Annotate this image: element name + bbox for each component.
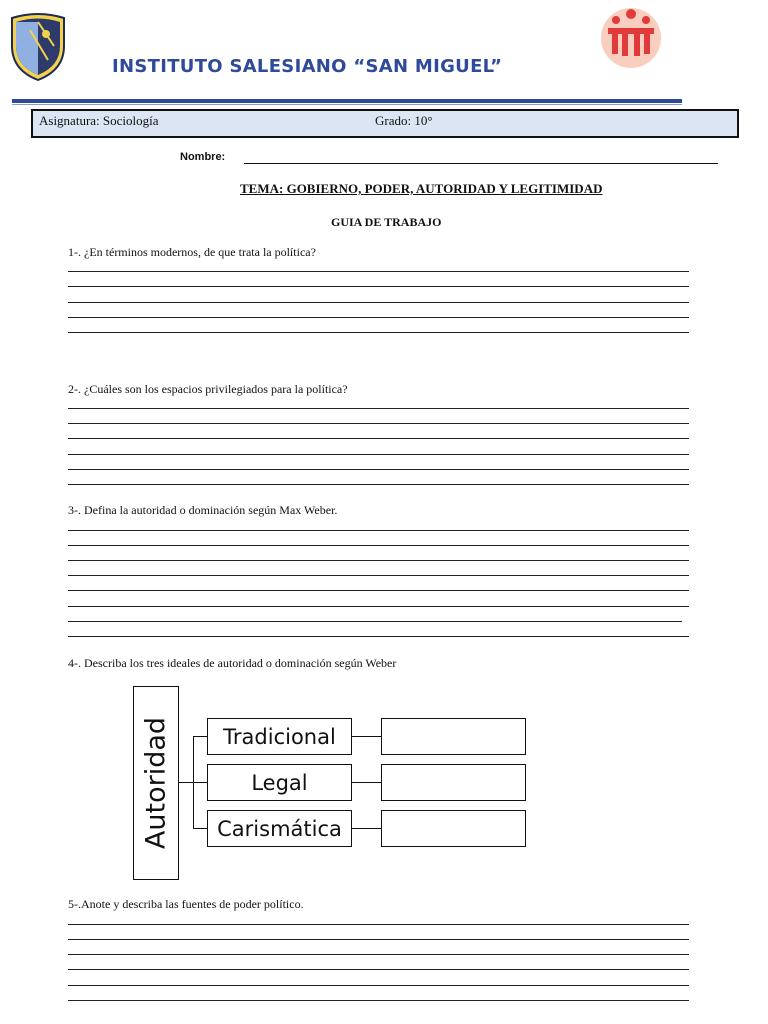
subject-label: Asignatura: Sociología bbox=[39, 113, 159, 128]
authority-box bbox=[133, 686, 179, 880]
answer-line[interactable] bbox=[68, 606, 689, 607]
question-1: 1-. ¿En términos modernos, de que trata la política? bbox=[68, 245, 316, 259]
crest-logo bbox=[8, 12, 68, 82]
answer-line[interactable] bbox=[68, 271, 689, 272]
info-box bbox=[31, 109, 739, 138]
answer-line[interactable] bbox=[68, 484, 689, 485]
answer-line[interactable] bbox=[68, 954, 689, 955]
answer-line[interactable] bbox=[68, 575, 689, 576]
connector bbox=[352, 782, 381, 783]
answer-line[interactable] bbox=[68, 317, 689, 318]
type-label: Carismática bbox=[217, 816, 342, 841]
connector bbox=[193, 782, 207, 783]
answer-line[interactable] bbox=[68, 423, 689, 424]
answer-line[interactable] bbox=[68, 636, 689, 637]
answer-box[interactable] bbox=[381, 810, 526, 847]
answer-line[interactable] bbox=[68, 469, 689, 470]
header-rule bbox=[12, 99, 682, 103]
name-field[interactable] bbox=[244, 163, 718, 164]
type-label: Tradicional bbox=[223, 724, 336, 749]
answer-line[interactable] bbox=[68, 454, 689, 455]
type-box-tradicional bbox=[207, 718, 352, 755]
connector bbox=[193, 736, 207, 737]
answer-line[interactable] bbox=[68, 302, 689, 303]
answer-line[interactable] bbox=[68, 1000, 689, 1001]
answer-line[interactable] bbox=[68, 939, 689, 940]
answer-line[interactable] bbox=[68, 530, 689, 531]
answer-line[interactable] bbox=[68, 332, 689, 333]
connector bbox=[352, 736, 381, 737]
connector bbox=[179, 782, 193, 783]
type-box-carismatica bbox=[207, 810, 352, 847]
answer-line[interactable] bbox=[68, 545, 689, 546]
answer-line[interactable] bbox=[68, 408, 689, 409]
grade-label: Grado: 10° bbox=[375, 113, 433, 128]
topic-heading: TEMA: GOBIERNO, PODER, AUTORIDAD Y LEGITIMIDAD bbox=[240, 181, 603, 196]
answer-line[interactable] bbox=[68, 969, 689, 970]
question-2: 2-. ¿Cuáles son los espacios privilegiados para la política? bbox=[68, 382, 348, 396]
answer-line[interactable] bbox=[68, 286, 689, 287]
authority-label: Autoridad bbox=[140, 716, 172, 850]
answer-line[interactable] bbox=[68, 924, 689, 925]
question-5: 5-.Anote y describa las fuentes de poder político. bbox=[68, 897, 304, 911]
institution-title: INSTITUTO SALESIANO “SAN MIGUEL” bbox=[112, 56, 503, 77]
header-rule-thin bbox=[12, 104, 682, 105]
type-box-legal bbox=[207, 764, 352, 801]
connector bbox=[352, 828, 381, 829]
answer-line[interactable] bbox=[68, 985, 689, 986]
answer-line[interactable] bbox=[68, 590, 689, 591]
type-label: Legal bbox=[251, 770, 308, 795]
connector bbox=[193, 828, 207, 829]
question-4: 4-. Describa los tres ideales de autoridad o dominación según Weber bbox=[68, 656, 397, 670]
answer-line[interactable] bbox=[68, 560, 689, 561]
name-label: Nombre: bbox=[180, 151, 226, 163]
answer-line[interactable] bbox=[68, 438, 689, 439]
answer-box[interactable] bbox=[381, 764, 526, 801]
answer-box[interactable] bbox=[381, 718, 526, 755]
answer-line[interactable] bbox=[68, 621, 682, 622]
question-3: 3-. Defina la autoridad o dominación según Max Weber. bbox=[68, 503, 338, 517]
guide-heading: GUIA DE TRABAJO bbox=[331, 215, 442, 229]
salesian-logo bbox=[596, 4, 666, 68]
